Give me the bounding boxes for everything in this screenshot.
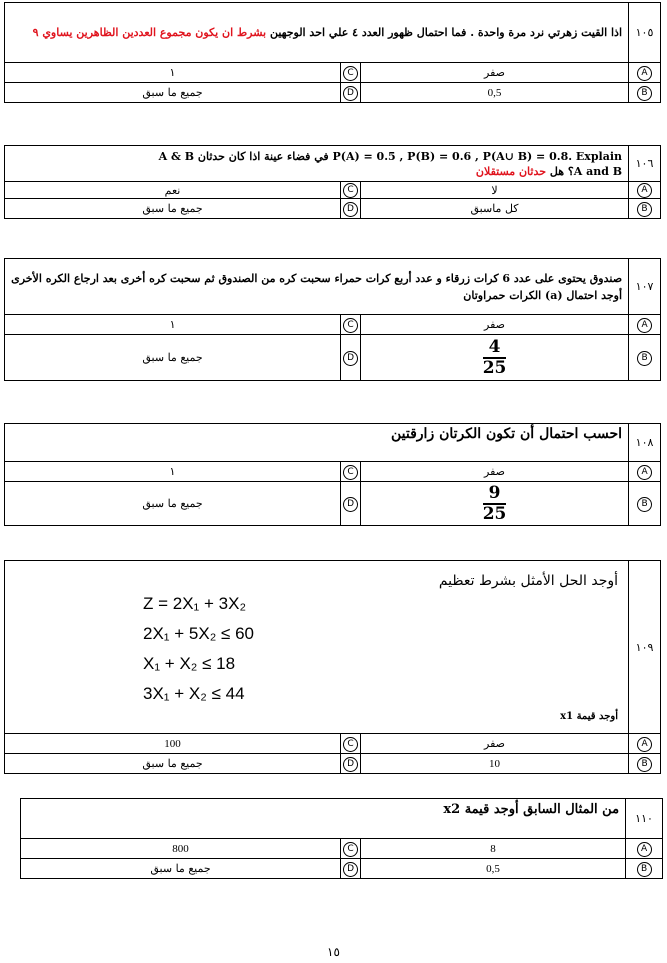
question-number: ١٠٦	[629, 146, 661, 182]
option-d-text: جميع ما سبق	[21, 859, 341, 879]
question-108	[4, 423, 661, 526]
option-d-marker[interactable]: D	[343, 351, 358, 366]
question-stem: P(A) = 0.5 , P(B) = 0.6 , P(A∪ B) = 0.8. Explain في فضاء عينة اذا كان حدثان A & B A and B؟ هل حدثان مستقلان	[5, 146, 629, 182]
option-d-marker[interactable]: D	[343, 86, 358, 101]
option-c-marker[interactable]: C	[343, 737, 358, 752]
option-a-marker[interactable]: A	[637, 66, 652, 81]
option-a-marker[interactable]: A	[637, 737, 652, 752]
option-a-marker[interactable]: A	[637, 318, 652, 333]
option-c-text: ١	[5, 315, 341, 335]
constraint-1: 2X₁ + 5X₂ ≤ 60	[143, 623, 254, 643]
option-d-text: جميع ما سبق	[5, 199, 341, 219]
option-c-text: ١	[5, 63, 341, 83]
question-107	[4, 258, 661, 381]
question-stem: اذا القيت زهرتي نرد مرة واحدة . فما احتمال ظهور العدد ٤ علي احد الوجهين بشرط ان يكون مجموع العددين الظاهرين يساوي ٩	[5, 3, 629, 63]
option-a-text: 8	[361, 839, 626, 859]
option-b-marker[interactable]: B	[637, 757, 652, 772]
question-stem: من المثال السابق أوجد قيمة x2	[21, 799, 626, 839]
option-c-text: نعم	[5, 182, 341, 199]
option-c-marker[interactable]: C	[343, 318, 358, 333]
option-b-marker[interactable]: B	[637, 202, 652, 217]
option-c-text: ١	[5, 462, 341, 482]
option-a-text: صفر	[361, 63, 629, 83]
option-b-marker[interactable]: B	[637, 862, 652, 877]
option-a-marker[interactable]: A	[637, 842, 652, 857]
page-number: ١٥	[327, 945, 340, 959]
question-stem: احسب احتمال أن تكون الكرتان زارقتين	[5, 424, 629, 462]
option-c-marker[interactable]: C	[343, 183, 358, 198]
option-b-fraction: $\frac{9}{25}$	[361, 482, 629, 526]
option-a-text: صفر	[361, 734, 629, 754]
lp-title: أوجد الحل الأمثل بشرط تعظيم	[438, 572, 619, 589]
question-number: ١١٠	[626, 799, 663, 839]
lp-problem	[5, 561, 629, 734]
option-b-text: 0,5	[361, 859, 626, 879]
option-a-marker[interactable]: A	[637, 465, 652, 480]
lp-note: أوجد قيمة x1	[560, 710, 619, 722]
option-d-text: جميع ما سبق	[5, 83, 341, 103]
option-d-marker[interactable]: D	[343, 757, 358, 772]
option-a-text: صفر	[361, 315, 629, 335]
constraint-3: 3X₁ + X₂ ≤ 44	[143, 683, 245, 703]
constraint-2: X₁ + X₂ ≤ 18	[143, 653, 236, 673]
option-a-marker[interactable]: A	[637, 183, 652, 198]
objective-function: Z = 2X₁ + 3X₂	[143, 593, 247, 613]
option-b-marker[interactable]: B	[637, 497, 652, 512]
question-stem: صندوق يحتوى على عدد 6 كرات زرقاء و عدد أربع كرات حمراء سحبت كره من الصندوق ثم سحبت كره أخرى بعد ارجاع الكره الأخرى أوجد احتمال (a) الكرات حمراوتان	[5, 259, 629, 315]
question-109	[4, 560, 661, 774]
option-c-marker[interactable]: C	[343, 465, 358, 480]
option-d-text: جميع ما سبق	[5, 482, 341, 526]
question-number: ١٠٥	[629, 3, 661, 63]
option-a-text: لا	[361, 182, 629, 199]
option-d-marker[interactable]: D	[343, 497, 358, 512]
question-number: ١٠٨	[629, 424, 661, 462]
question-105	[4, 2, 661, 103]
option-b-text: كل ماسبق	[361, 199, 629, 219]
option-c-marker[interactable]: C	[343, 66, 358, 81]
option-b-marker[interactable]: B	[637, 86, 652, 101]
option-b-fraction: $\frac{4}{25}$	[361, 335, 629, 381]
option-d-text: جميع ما سبق	[5, 754, 341, 774]
option-d-marker[interactable]: D	[343, 202, 358, 217]
option-b-text: 10	[361, 754, 629, 774]
option-d-marker[interactable]: D	[343, 862, 358, 877]
option-b-marker[interactable]: B	[637, 351, 652, 366]
option-d-text: جميع ما سبق	[5, 335, 341, 381]
option-c-text: 100	[5, 734, 341, 754]
option-c-marker[interactable]: C	[343, 842, 358, 857]
option-c-text: 800	[21, 839, 341, 859]
option-a-text: صفر	[361, 462, 629, 482]
question-number: ١٠٩	[629, 561, 661, 734]
question-number: ١٠٧	[629, 259, 661, 315]
question-110	[20, 798, 663, 879]
option-b-text: 0,5	[361, 83, 629, 103]
question-106	[4, 145, 661, 219]
